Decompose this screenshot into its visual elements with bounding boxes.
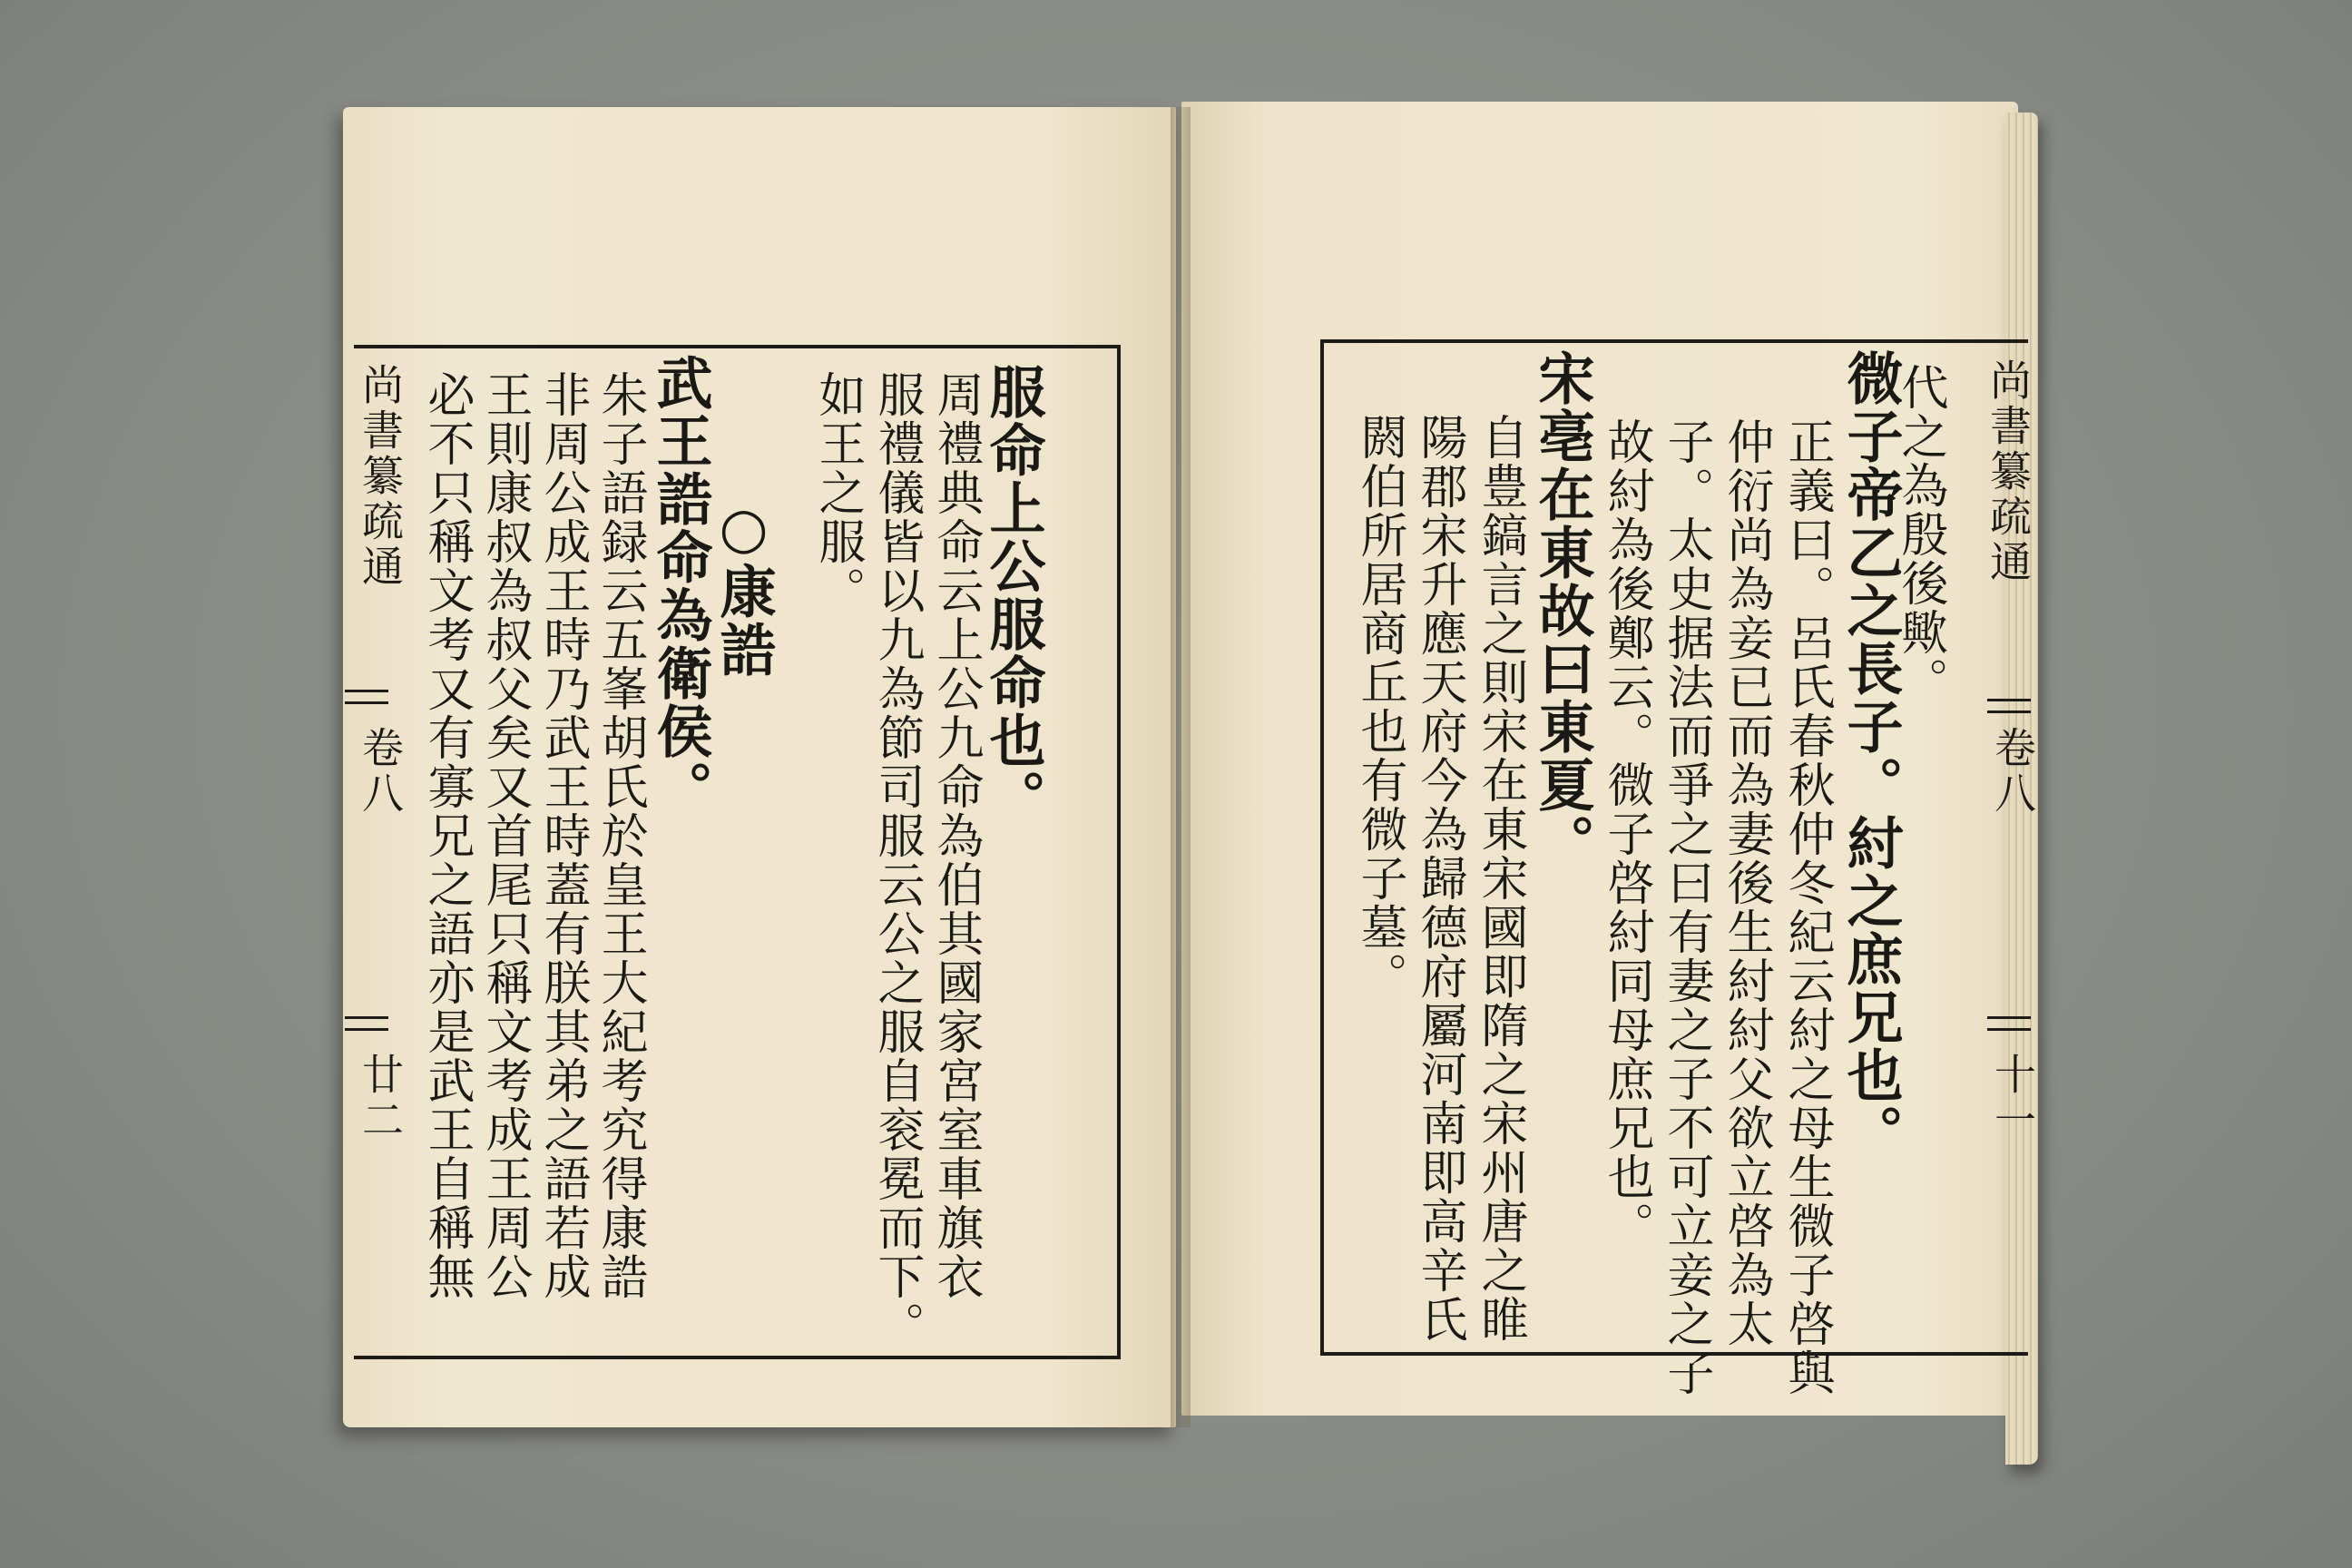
- left-col-8: 非周公成王時乃武王時蓋有朕其弟之語若成: [535, 370, 590, 1301]
- right-heart-page: 十一: [1988, 1053, 2037, 1143]
- right-heart-volume: 卷八: [1988, 726, 2037, 817]
- right-col-7: 宋亳在東故曰東夏。: [1529, 349, 1595, 872]
- left-col-3: 服禮儀皆以九為節司服云公之服自衮冕而下。: [869, 370, 924, 1350]
- right-col-3: 正義曰。呂氏春秋仲冬紀云紂之母生微子啓與: [1779, 417, 1834, 1397]
- left-heart-title: 尚書纂疏通: [356, 363, 405, 590]
- right-heart-title: 尚書纂疏通: [1984, 358, 2033, 585]
- right-col-1: 代之為殷後歟。: [1893, 363, 1947, 706]
- left-col-5: ○康誥: [710, 495, 777, 679]
- right-col-10: 閼伯所居商丘也有微子墓。: [1352, 413, 1406, 1001]
- left-col-9: 王則康叔為叔父矣又首尾只稱文考成王周公: [477, 370, 532, 1301]
- left-col-6: 武王誥命為衛侯。: [647, 354, 713, 818]
- left-col-10: 必不只稱文考又有寡兄之語亦是武王自稱無: [419, 370, 474, 1301]
- right-fishtail-top: [1987, 699, 2031, 713]
- right-col-5: 子。太史据法而爭之曰有妻之子不可立妾之子: [1659, 417, 1713, 1397]
- right-col-6: 故紂為後鄭云。微子啓紂同母庶兄也。: [1599, 417, 1653, 1250]
- book-gutter: [1171, 107, 1191, 1427]
- right-fishtail-bottom: [1987, 1016, 2031, 1031]
- right-col-4: 仲衍尚為妾已而為妻後生紂紂父欲立啓為太: [1719, 417, 1773, 1348]
- left-fishtail-bottom: [345, 1016, 388, 1031]
- right-col-8: 自豊鎬言之則宋在東宋國即隋之宋州唐之睢: [1473, 413, 1527, 1344]
- right-col-2: 微子帝乙之長子。紂之庶兄也。: [1838, 349, 1904, 1162]
- left-col-4: 如王之服。: [810, 370, 865, 615]
- left-col-7: 朱子語録云五峯胡氏於皇王大紀考究得康誥: [593, 370, 647, 1301]
- left-col-1: 服命上公服命也。: [980, 363, 1046, 828]
- left-heart-page: 廿二: [356, 1053, 405, 1143]
- left-heart-volume: 卷八: [356, 726, 405, 817]
- left-col-2: 周禮典命云上公九命為伯其國家宮室車旗衣: [928, 370, 983, 1301]
- right-col-9: 陽郡宋升應天府今為歸德府屬河南即高辛氏: [1412, 413, 1466, 1344]
- left-fishtail-top: [345, 690, 388, 704]
